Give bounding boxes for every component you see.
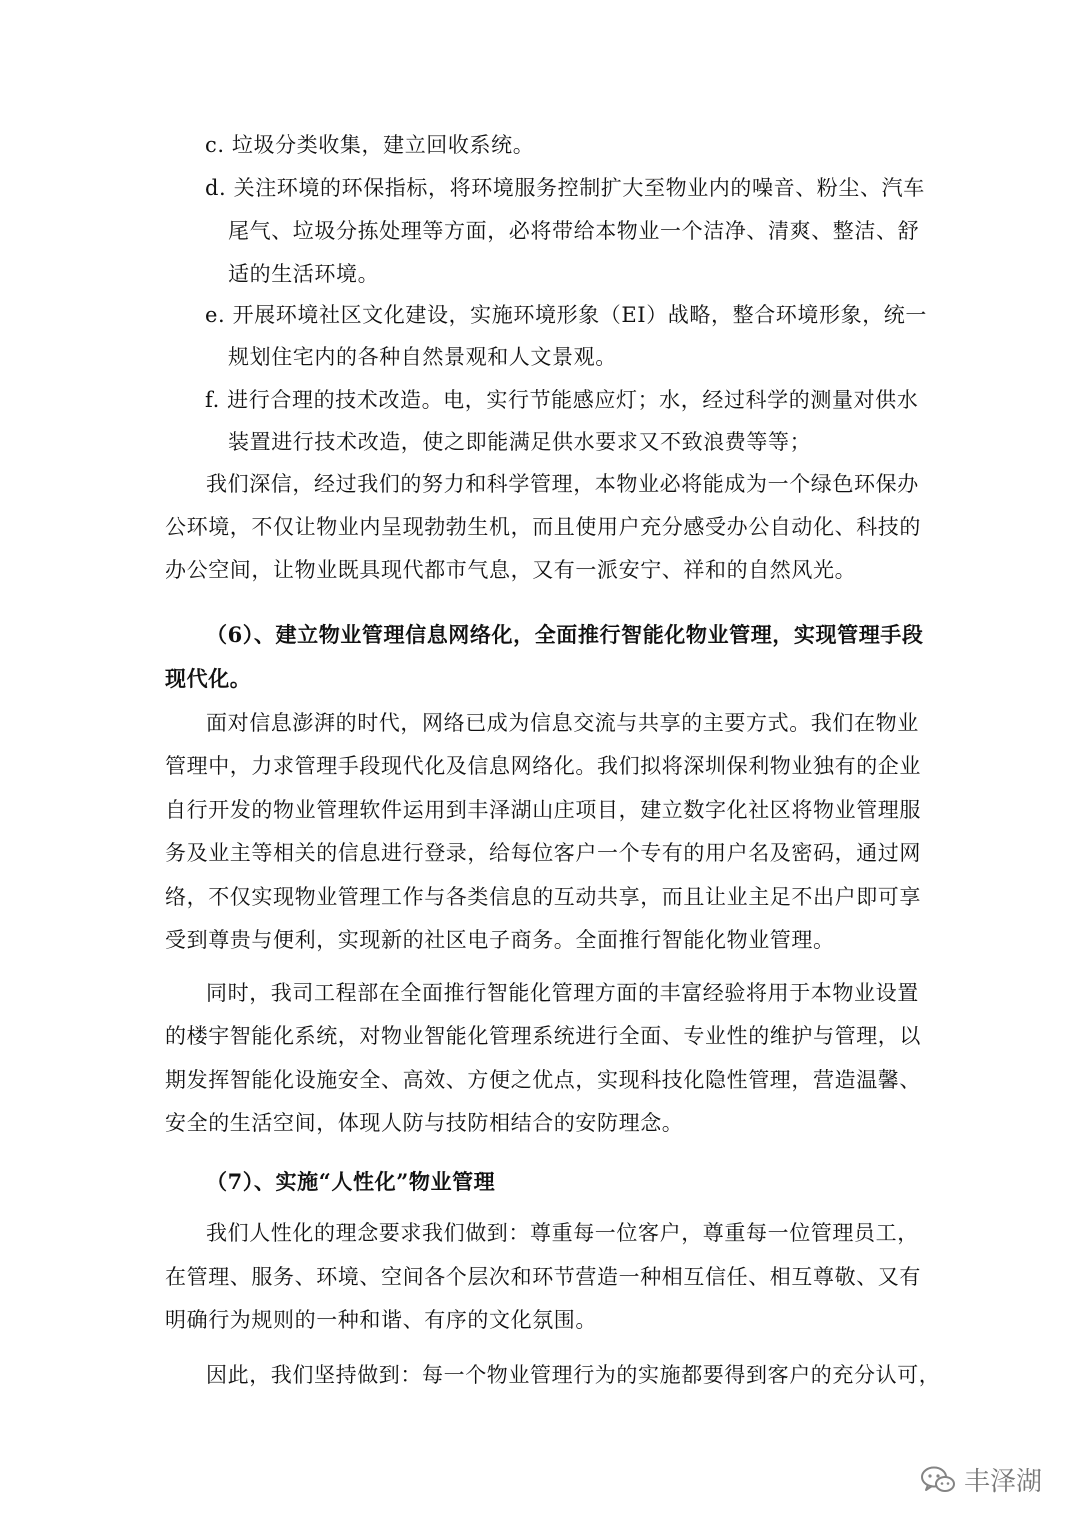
section-heading-6-line2: 现代化。 <box>165 666 252 691</box>
paragraph-2-line4: 务及业主等相关的信息进行登录，给每位客户一个专有的用户名及密码，通过网 <box>165 841 921 865</box>
paragraph-4-line3: 明确行为规则的一种和谐、有序的文化氛围。 <box>165 1308 597 1332</box>
paragraph-3-line1: 同时，我司工程部在全面推行智能化管理方面的丰富经验将用于本物业设置 <box>206 981 919 1005</box>
list-item-f-line1: f. 进行合理的技术改造。电，实行节能感应灯；水，经过科学的测量对供水 <box>205 388 919 412</box>
paragraph-4-line1: 我们人性化的理念要求我们做到：尊重每一位客户，尊重每一位管理员工， <box>206 1221 919 1245</box>
list-item-f-line2: 装置进行技术改造，使之即能满足供水要求又不致浪费等等； <box>228 430 812 454</box>
paragraph-2-line5: 络，不仅实现物业管理工作与各类信息的互动共享，而且让业主足不出户即可享 <box>165 885 921 909</box>
list-item-d-line1: d. 关注环境的环保指标，将环境服务控制扩大至物业内的噪音、粉尘、汽车 <box>205 176 925 200</box>
wechat-icon <box>920 1465 956 1495</box>
paragraph-2-line6: 受到尊贵与便利，实现新的社区电子商务。全面推行智能化物业管理。 <box>165 928 835 952</box>
list-item-e-line2: 规划住宅内的各种自然景观和人文景观。 <box>228 345 617 369</box>
paragraph-5-line1: 因此，我们坚持做到：每一个物业管理行为的实施都要得到客户的充分认可， <box>206 1363 941 1387</box>
paragraph-3-line2: 的楼宇智能化系统，对物业智能化管理系统进行全面、专业性的维护与管理，以 <box>165 1024 921 1048</box>
list-item-e-line1: e. 开展环境社区文化建设，实施环境形象（EI）战略，整合环境形象，统一 <box>205 303 928 327</box>
paragraph-2-line1: 面对信息澎湃的时代，网络已成为信息交流与共享的主要方式。我们在物业 <box>206 711 919 735</box>
paragraph-1-line2: 公环境，不仅让物业内呈现勃勃生机，而且使用户充分感受办公自动化、科技的 <box>165 515 921 539</box>
paragraph-1-line3: 办公空间，让物业既具现代都市气息，又有一派安宁、祥和的自然风光。 <box>165 558 857 582</box>
section-heading-6-line1: （6）、建立物业管理信息网络化，全面推行智能化物业管理，实现管理手段 <box>206 622 924 647</box>
paragraph-3-line3: 期发挥智能化设施安全、高效、方便之优点，实现科技化隐性管理，营造温馨、 <box>165 1068 921 1092</box>
watermark-text: 丰泽湖 <box>963 1467 1042 1497</box>
paragraph-2-line3: 自行开发的物业管理软件运用到丰泽湖山庄项目，建立数字化社区将物业管理服 <box>165 798 921 822</box>
watermark <box>920 1461 1042 1498</box>
list-item-c: c. 垃圾分类收集，建立回收系统。 <box>205 133 535 157</box>
section-heading-7: （7）、实施“人性化”物业管理 <box>206 1169 496 1194</box>
paragraph-1-line1: 我们深信，经过我们的努力和科学管理，本物业必将能成为一个绿色环保办 <box>206 472 919 496</box>
list-item-d-line3: 适的生活环境。 <box>228 262 380 286</box>
paragraph-2-line2: 管理中，力求管理手段现代化及信息网络化。我们拟将深圳保利物业独有的企业 <box>165 754 921 778</box>
paragraph-3-line4: 安全的生活空间，体现人防与技防相结合的安防理念。 <box>165 1111 684 1135</box>
paragraph-4-line2: 在管理、服务、环境、空间各个层次和环节营造一种相互信任、相互尊敬、又有 <box>165 1265 921 1289</box>
list-item-d-line2: 尾气、垃圾分拣处理等方面，必将带给本物业一个洁净、清爽、整洁、舒 <box>228 219 920 243</box>
